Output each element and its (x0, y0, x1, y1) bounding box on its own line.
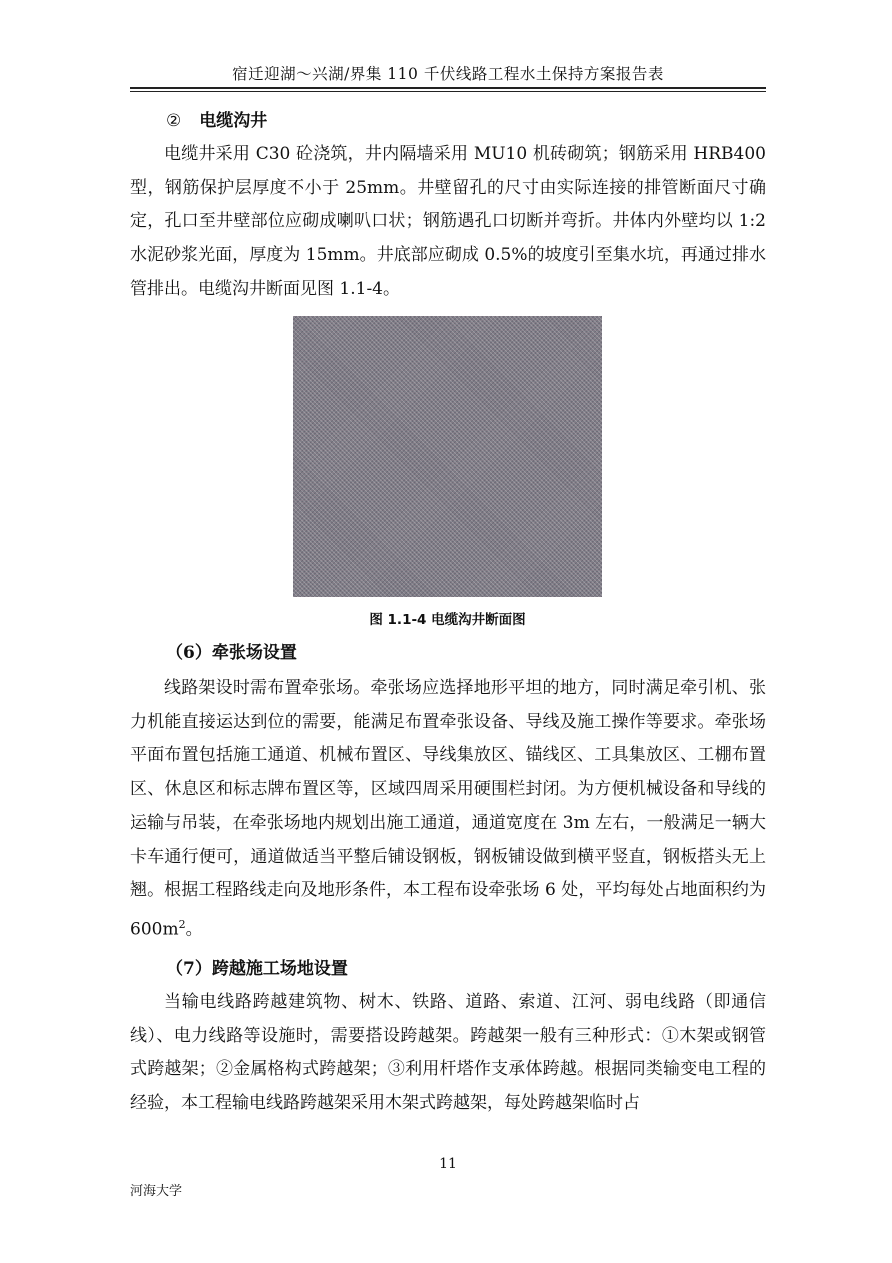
page-number: 11 (439, 1156, 457, 1172)
section-title: 电缆沟井 (199, 111, 268, 131)
section-heading-tension-yard: （6）牵张场设置 (166, 643, 297, 663)
header-rule-thick (130, 87, 766, 89)
section-number: ② (166, 111, 182, 131)
paragraph-tension-text: 线路架设时需布置牵张场。牵张场应选择地形平坦的地方，同时满足牵引机、张力机能直接运达到位的需要，能满足布置牵张设备、导线及施工操作等要求。牵张场平面布置包括施工通道、机械布置区、导线集放区、锚线区、工具集放区、工棚布置区、休息区和标志牌布置区等，区域四周采用硬围栏封闭。为方便机械设备和导线的运输与吊装，在牵张场地内规划出施工通道，通道宽度在 3m 左右，一般满足一辆大卡车通行便可，通道做适当平整后铺设钢板，钢板铺设做到横平竖直，钢板搭头无上翘。根据工程路线走向及地形条件，本工程布设牵张场 6 处，平均每处占地面积约为 600m (130, 678, 766, 940)
cable-well-section-figure (293, 316, 602, 597)
paragraph-crossing-site: 当输电线路跨越建筑物、树木、铁路、道路、索道、江河、弱电线路（即通信线）、电力线路等设施时，需要搭设跨越架。跨越架一般有三种形式：①木架或钢管式跨越架；②金属格构式跨越架；③利用杆塔作支承体跨越。根据同类输变电工程的经验，本工程输电线路跨越架采用木架式跨越架，每处跨越架临时占 (130, 992, 766, 1114)
section-heading-crossing-site: （7）跨越施工场地设置 (166, 959, 348, 979)
paragraph-cable-well: 电缆井采用 C30 砼浇筑，井内隔墙采用 MU10 机砖砌筑；钢筋采用 HRB400 型，钢筋保护层厚度不小于 25mm。井壁留孔的尺寸由实际连接的排管断面尺寸确定，孔口至井壁部位应砌成喇叭口状；钢筋遇孔口切断并弯折。井体内外壁均以 1:2 水泥砂浆光面，厚度为 15mm。井底部应砌成 0.5%的坡度引至集水坑，再通过排水管排出。电缆沟井断面见图 1.1-4。 (130, 144, 766, 299)
figure-caption: 图 1.1-4 电缆沟井断面图 (369, 612, 526, 628)
page-header-title: 宿迁迎湖～兴湖/界集 110 千伏线路工程水土保持方案报告表 (232, 65, 664, 83)
paragraph-tension-yard (130, 672, 766, 947)
section-heading-cable-well (166, 106, 267, 131)
area-unit-superscript: 2 (178, 917, 186, 931)
paragraph-tension-end: 。 (185, 919, 203, 940)
footer-institution: 河海大学 (130, 1184, 183, 1199)
header-rule-thin (130, 91, 766, 92)
